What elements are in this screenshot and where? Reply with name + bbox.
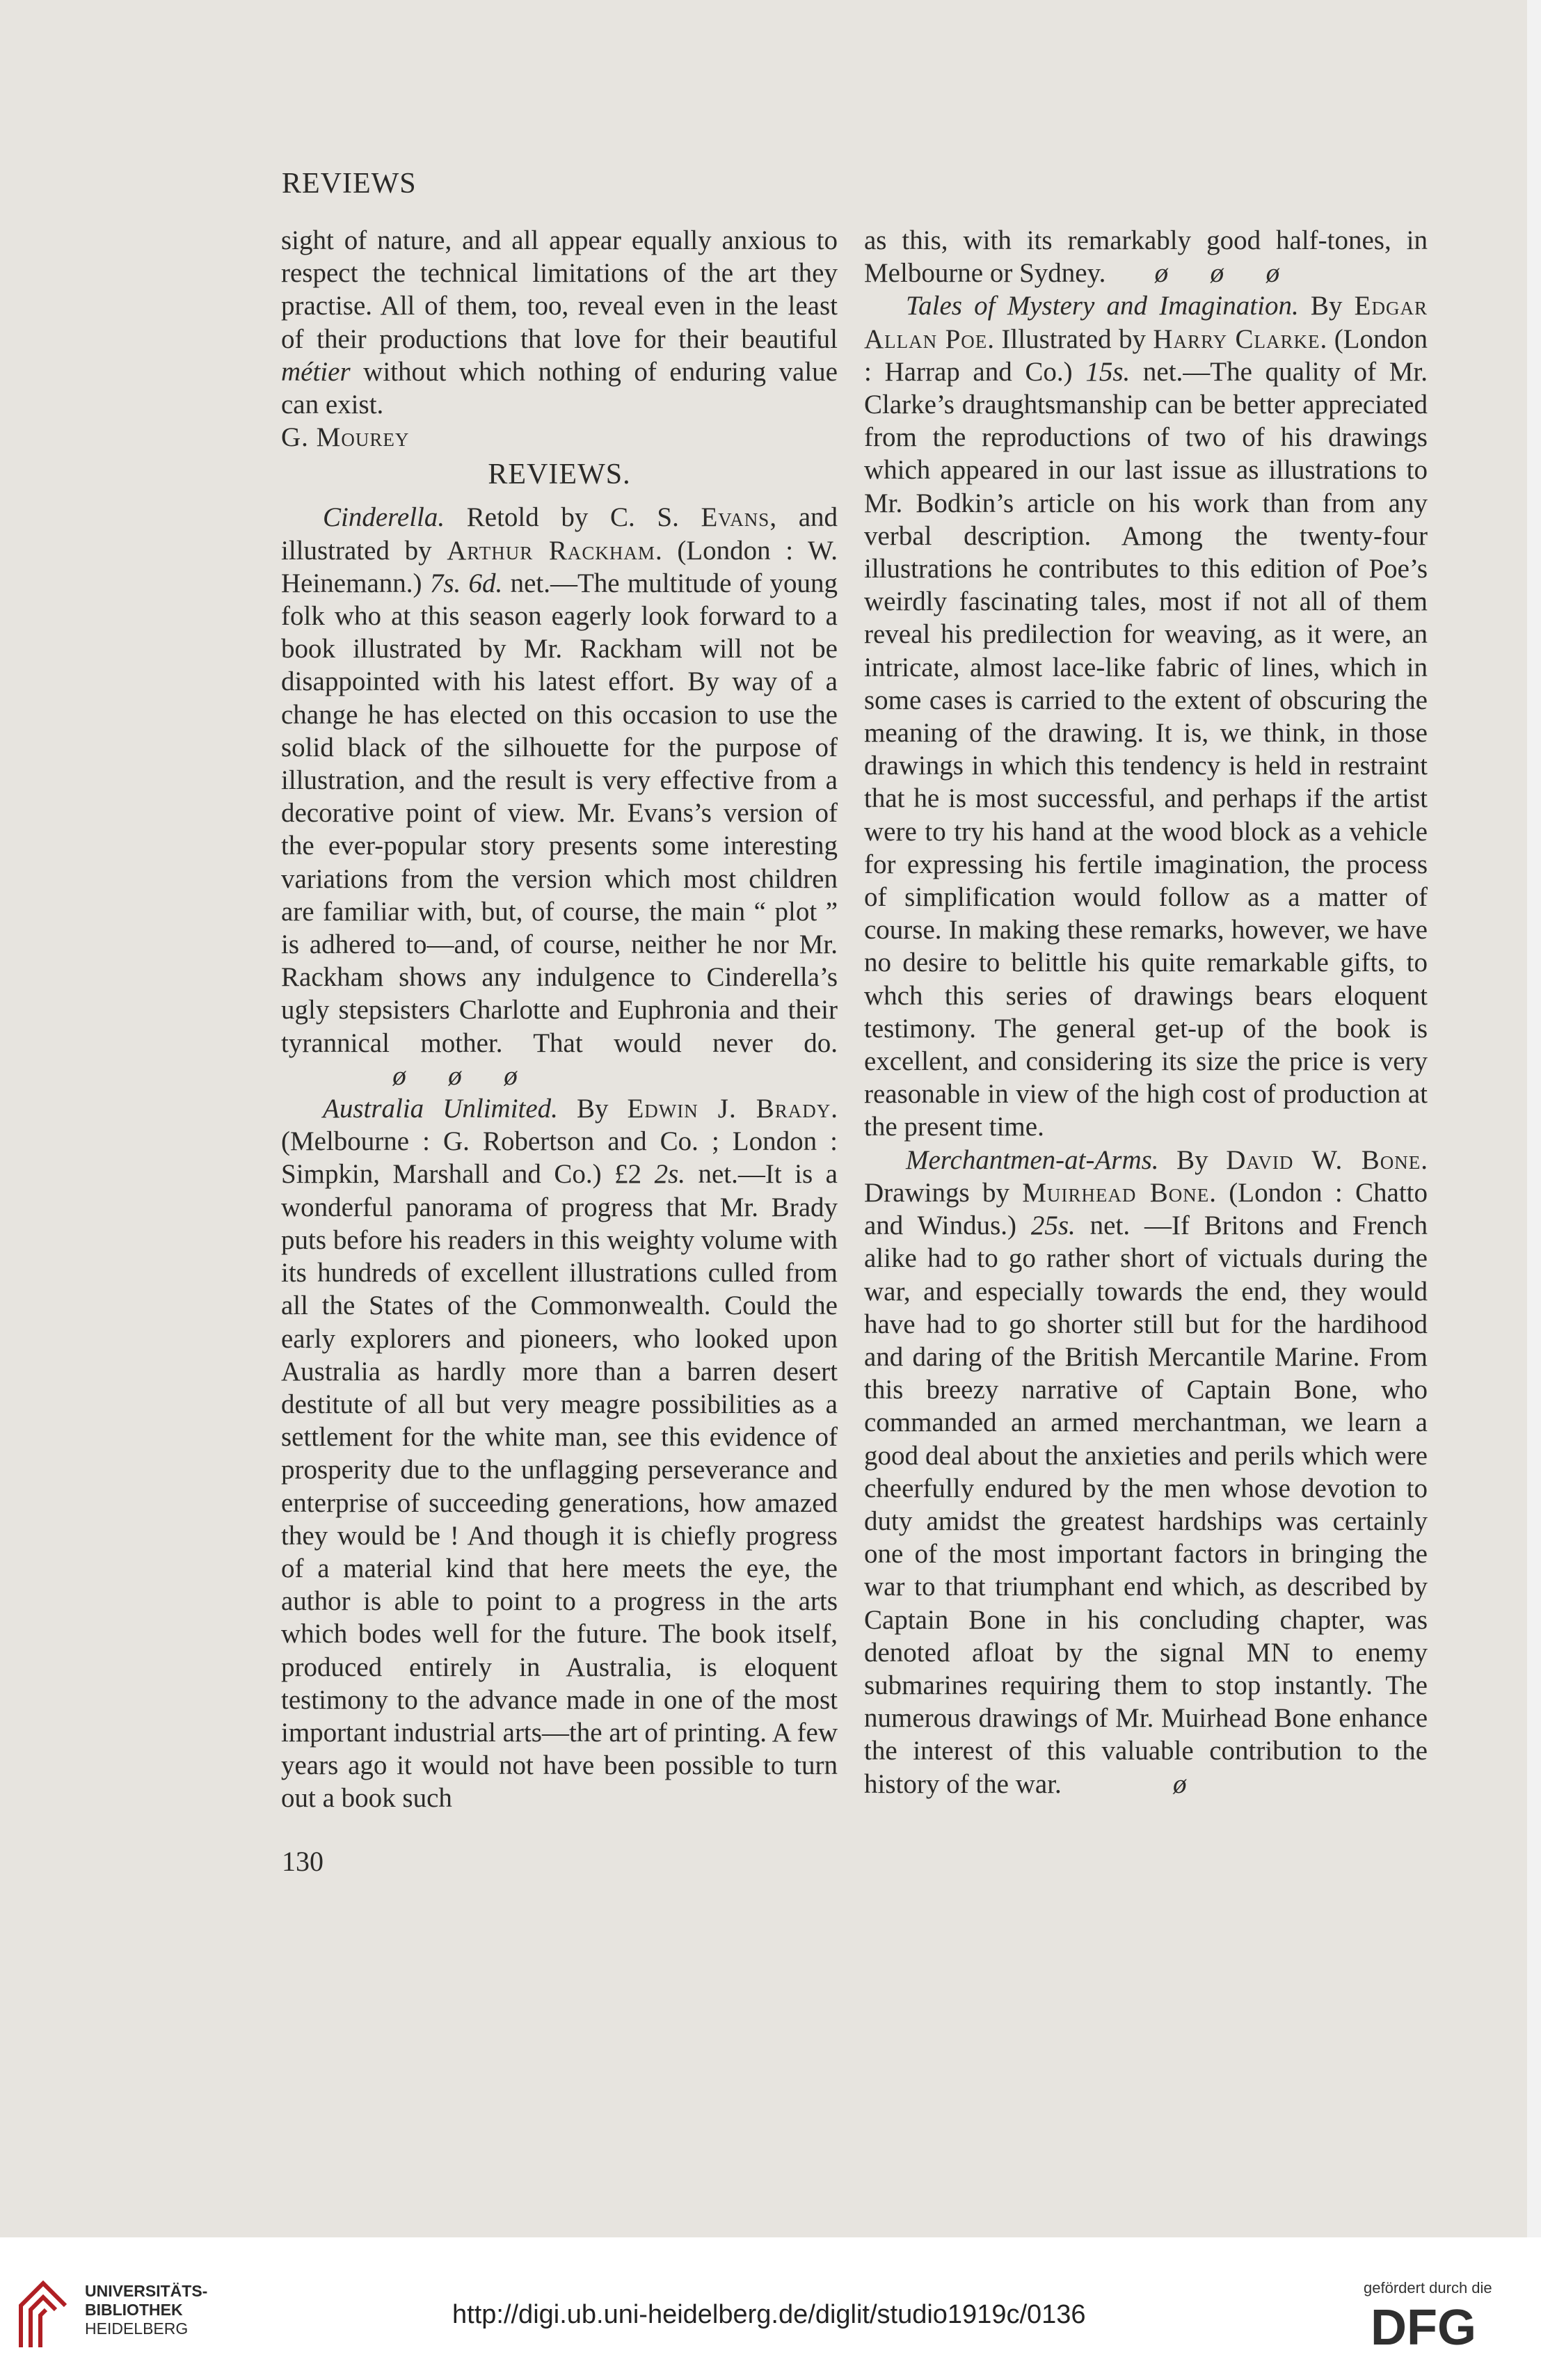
library-name: UNIVERSITÄTS- BIBLIOTHEK HEIDELBERG [85,2282,208,2338]
digitization-footer [0,2237,1541,2380]
review-australia-continued: as this, with its remarkably good half-tones, in Melbourne or Sydney. ø ø ø [864,224,1428,289]
running-head: REVIEWS [282,168,417,200]
left-column [281,224,838,1815]
review-merchantmen: Merchantmen-at-Arms. By David W. Bone. Drawings by Muirhead Bone. (London : Chatto and Windus.) 25s. net. —If Britons and French alike had to go rather short of victuals during the war, and especially towards the end, they would have had to go shorter still but for the hardihood and daring of the British Mercantile Marine. From this breezy narrative of Captain Bone, who commanded an armed merchantman, we learn a good deal about the anxieties and perils which were cheerfully endured by the men whose devotion to duty amidst the greatest hardships was certainly one of the most important factors in bringing the war to that triumphant end which, as described by Captain Bone in his concluding chapter, was denoted afloat by the signal MN to enemy submarines requiring them to stop instantly. The numerous drawings of Mr. Muirhead Bone enhance the interest of this valuable contribution to the history of the war. ø [864,1144,1428,1800]
section-heading: REVIEWS. [488,458,631,491]
leaf-ornament-icon: ø [504,1060,518,1091]
leaf-ornament-icon: ø [448,1060,462,1091]
dfg-logo [1371,2301,1517,2350]
page-edge [1527,0,1541,2237]
permalink-url[interactable]: http://digi.ub.uni-heidelberg.de/diglit/studio1919c/0136 [452,2300,1086,2329]
leaf-ornament-icon: ø [1265,258,1280,289]
leaf-ornament-icon: ø [1173,1768,1187,1799]
leaf-ornament-icon: ø [392,1060,406,1091]
review-cinderella: Cinderella. Retold by C. S. Evans, and illustrated by Arthur Rackham. (London : W. Heinemann.) 7s. 6d. net.—The multitude of young folk who at this season eagerly look forward to a book illustrated by Mr. Rackham will not be disappointed with his latest effort. By way of a change he has elected on this occasion to use the solid black of the silhouette for the purpose of illustration, and the result is very effective from a decorative point of view. Mr. Evans’s version of the ever-popular story presents some interesting variations from the version which most children are familiar with, but, of course, the main “ plot ” is adhered to—and, of course, neither he nor Mr. Rackham shows any indulgence to Cinderella’s ugly stepsisters Charlotte and Euphronia and their tyrannical mother. That would never do.ø ø ø [281,501,838,1092]
intro-paragraph: sight of nature, and all appear equally anxious to respect the technical limitations of the art they practise. All of them, too, reveal even in the least of their productions that love for their beautiful métier without which nothing of enduring value can exist. [281,225,838,420]
right-column [864,224,1428,1800]
signature: G. Mourey [281,422,410,453]
book-title: Australia Unlimited. [323,1094,558,1124]
leaf-ornament-icon: ø [1210,258,1224,289]
review-tales: Tales of Mystery and Imagination. By Edgar Allan Poe. Illustrated by Harry Clarke. (London : Harrap and Co.) 15s. net.—The quality of Mr. Clarke’s draughtsmanship can be better appreciated from the reproductions of two of his drawings which appeared in our last issue as illustrations to Mr. Bodkin’s article on his work than from any verbal description. Among the twenty-four illustrations he contributes to this edition of Poe’s weirdly fascinating tales, most if not all of them reveal his predilection for weaving, as it were, an intricate, almost lace-like fabric of lines, which in some cases is carried to the extent of obscuring the meaning of the drawing. It is, we think, in those drawings in which this tendency is held in restraint that he is most successful, and perhaps if the artist were to try his hand at the wood block as a vehicle for expressing his fertile imagination, the process of simplification would follow as a matter of course. In making these remarks, however, we have no desire to belittle his quite remarkable gifts, to whch this series of drawings bears eloquent testimony. The general get-up of the book is excellent, and considering its size the price is very reasonable in view of the high cost of production at the present time. [864,291,1428,1142]
page-number: 130 [282,1846,324,1877]
ub-heidelberg-logo-icon [15,2278,70,2351]
sponsor-text: gefördert durch die [1364,2279,1492,2297]
book-title: Tales of Mystery and Imagination. [906,291,1299,321]
review-australia: Australia Unlimited. By Edwin J. Brady. (Melbourne : G. Robertson and Co. ; London : Simpkin, Marshall and Co.) £2 2s. net.—It is a wonderful panorama of progress that Mr. Brady puts before his readers in this weighty volume with its hundreds of excellent illustrations culled from all the States of the Commonwealth. Could the early explorers and pioneers, who looked upon Australia as hardly more than a barren desert destitute of all but very meagre possibilities as a settlement for the white man, see this evidence of prosperity due to the unflagging perseverance and enterprise of succeeding generations, how amazed they would be ! And though it is chiefly progress of a material kind that here meets the eye, the author is able to point to a progress in the arts which bodes well for the future. The book itself, produced entirely in Australia, is eloquent testimony to the advance made in one of the most important industrial arts—the art of printing. A few years ago it would not have been possible to turn out a book such [281,1094,838,1814]
book-title: Cinderella. [323,502,445,533]
leaf-ornament-icon: ø [1154,258,1169,289]
book-title: Merchantmen-at-Arms. [906,1144,1159,1175]
svg-text:DFG: DFG [1371,2301,1476,2350]
